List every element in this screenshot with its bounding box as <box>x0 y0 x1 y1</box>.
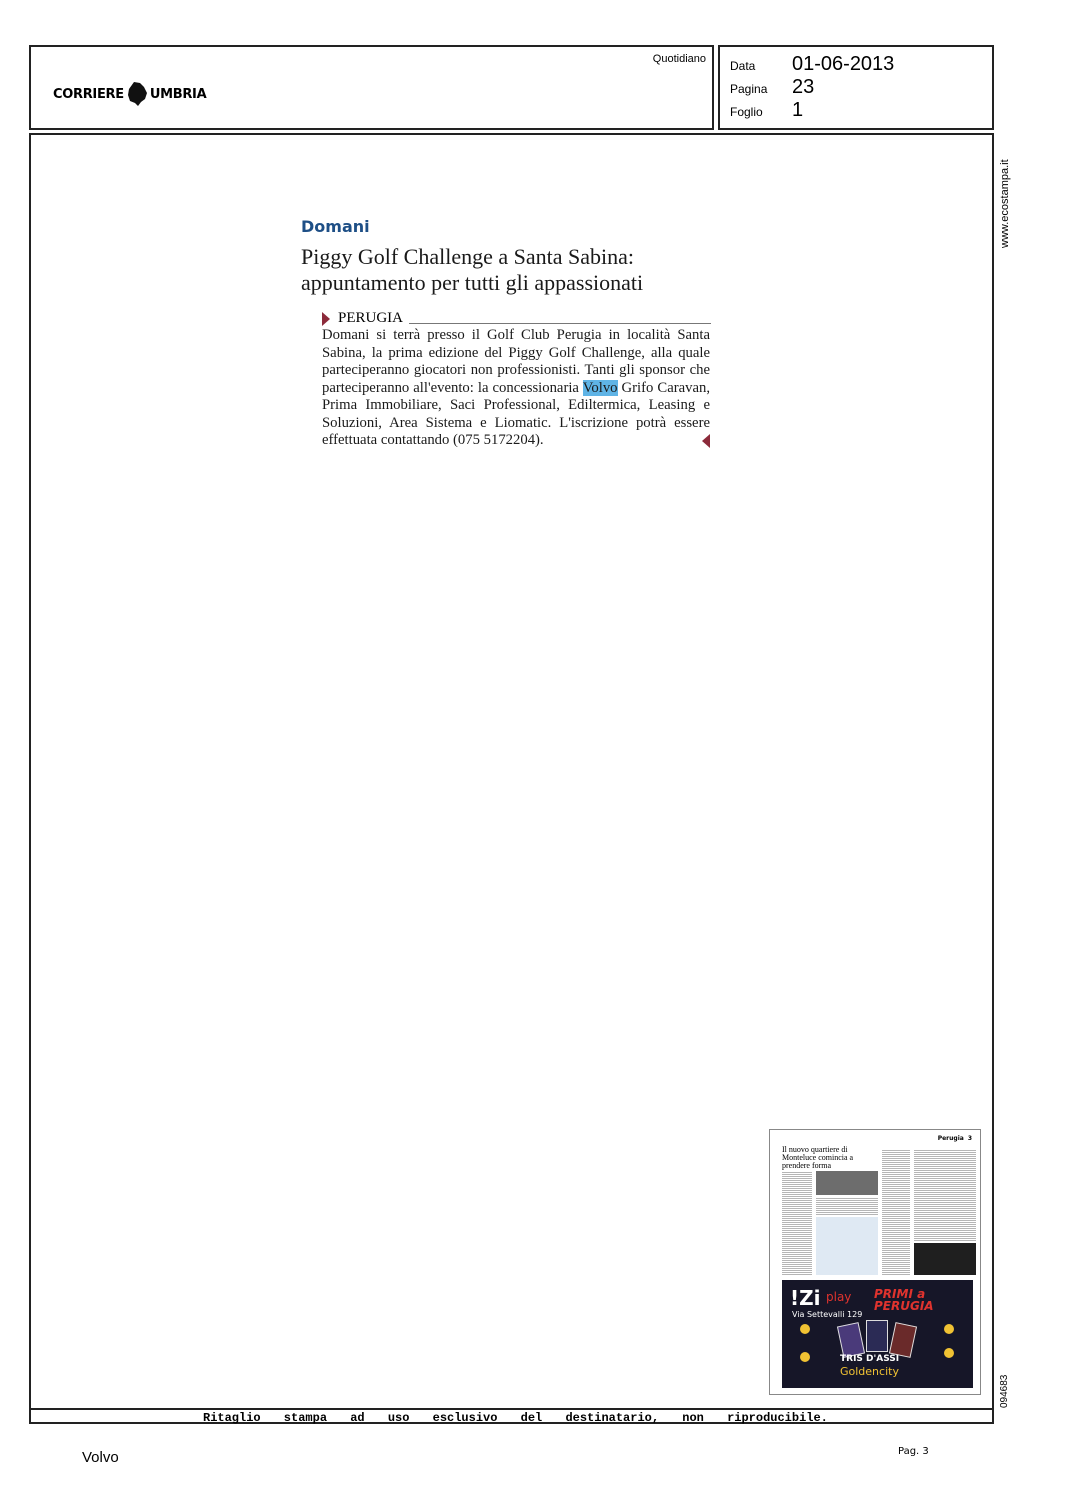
ad-brand-suffix: play <box>826 1290 852 1304</box>
ad-card <box>866 1320 888 1352</box>
logo-text-left: CORRIERE <box>53 86 124 102</box>
article-headline <box>301 244 711 296</box>
publication-logo <box>53 81 206 107</box>
ad-badge <box>800 1324 810 1334</box>
article-kicker: Domani <box>301 217 370 236</box>
ad-game-title: TRIS D'ASSI <box>840 1354 900 1364</box>
footer-page-number: Pag. 3 <box>898 1446 929 1457</box>
thumbnail-section: Perugia <box>937 1135 964 1142</box>
ad-venue: Goldencity <box>840 1365 899 1378</box>
thumbnail-header <box>938 1135 972 1142</box>
clipping-frame <box>29 133 994 1424</box>
logo-text-right: UMBRIA <box>149 86 207 102</box>
meta-value-date: 01-06-2013 <box>792 53 895 75</box>
dateline-text: PERUGIA <box>338 310 404 326</box>
thumbnail-text-column <box>882 1149 910 1275</box>
thumbnail-text-column <box>782 1171 812 1275</box>
thumbnail-newspaper-page <box>778 1135 976 1275</box>
ad-slogan <box>874 1288 934 1312</box>
ad-slogan-line: PERUGIA <box>874 1299 934 1313</box>
article-dateline <box>322 310 711 327</box>
thumbnail-title: Il nuovo quartiere di Monteluce comincia a prendere forma <box>782 1145 854 1170</box>
body-text-part: Grifo Caravan, Prima Immobiliare, Saci Professional, Ediltermica, Leasing e Soluzioni, Area Sistema e Liomatic. L'iscrizione potrà essere effettuata contattando (075 5172204). <box>322 379 710 448</box>
dateline-marker-icon <box>322 312 330 326</box>
meta-row-data <box>730 53 894 76</box>
page-thumbnail <box>769 1129 981 1395</box>
footer-keyword: Volvo <box>82 1449 119 1466</box>
meta-value-sheet: 1 <box>792 99 804 121</box>
thumbnail-page-number: 3 <box>967 1135 972 1142</box>
meta-label: Foglio <box>730 105 763 119</box>
ad-brand: !Zi <box>790 1286 821 1310</box>
highlighted-keyword: Volvo <box>582 379 618 396</box>
meta-row-foglio <box>730 99 803 122</box>
ad-playing-cards <box>840 1320 920 1354</box>
thumbnail-photo <box>816 1171 878 1195</box>
meta-value-page: 23 <box>792 76 815 98</box>
ad-card <box>889 1322 917 1358</box>
ad-address: Via Settevalli 129 <box>792 1310 863 1319</box>
meta-label: Data <box>730 59 756 73</box>
header-publication-box <box>29 45 714 130</box>
headline-line: appuntamento per tutti gli appassionati <box>301 270 644 295</box>
meta-label: Pagina <box>730 82 768 96</box>
thumbnail-text-column <box>816 1197 878 1215</box>
frequency-label: Quotidiano <box>652 53 706 65</box>
thumbnail-advertisement <box>782 1280 973 1388</box>
meta-row-pagina <box>730 76 814 99</box>
dateline-rule <box>409 323 711 324</box>
ad-card <box>837 1322 865 1358</box>
body-text-part: Domani si terrà presso il Golf Club Perugia in località Santa Sabina, la prima edizione del Piggy Golf Challenge, alla quale parteciperanno giocatori non professionisti. Tanti gli sponsor che parteciperanno all'evento: la concessionaria <box>322 327 710 396</box>
website-vertical-label: www.ecostampa.it <box>999 159 1011 248</box>
umbria-region-icon <box>126 81 148 107</box>
thumbnail-box <box>816 1217 878 1275</box>
clip-code-vertical-label: 094683 <box>999 1374 1010 1408</box>
ad-badge <box>944 1348 954 1358</box>
article-body <box>322 327 710 450</box>
ad-slogan-line: PRIMI a <box>874 1287 926 1301</box>
header-meta-box <box>718 45 994 130</box>
reproduction-disclaimer: Ritaglio stampa ad uso esclusivo del destinatario, non riproducibile. <box>31 1408 992 1426</box>
ad-badge <box>800 1352 810 1362</box>
end-marker-icon <box>702 434 710 448</box>
thumbnail-text-column <box>914 1149 976 1241</box>
ad-badge <box>944 1324 954 1334</box>
thumbnail-dark-box <box>914 1243 976 1275</box>
headline-line: Piggy Golf Challenge a Santa Sabina: <box>301 244 634 269</box>
article <box>301 217 711 450</box>
